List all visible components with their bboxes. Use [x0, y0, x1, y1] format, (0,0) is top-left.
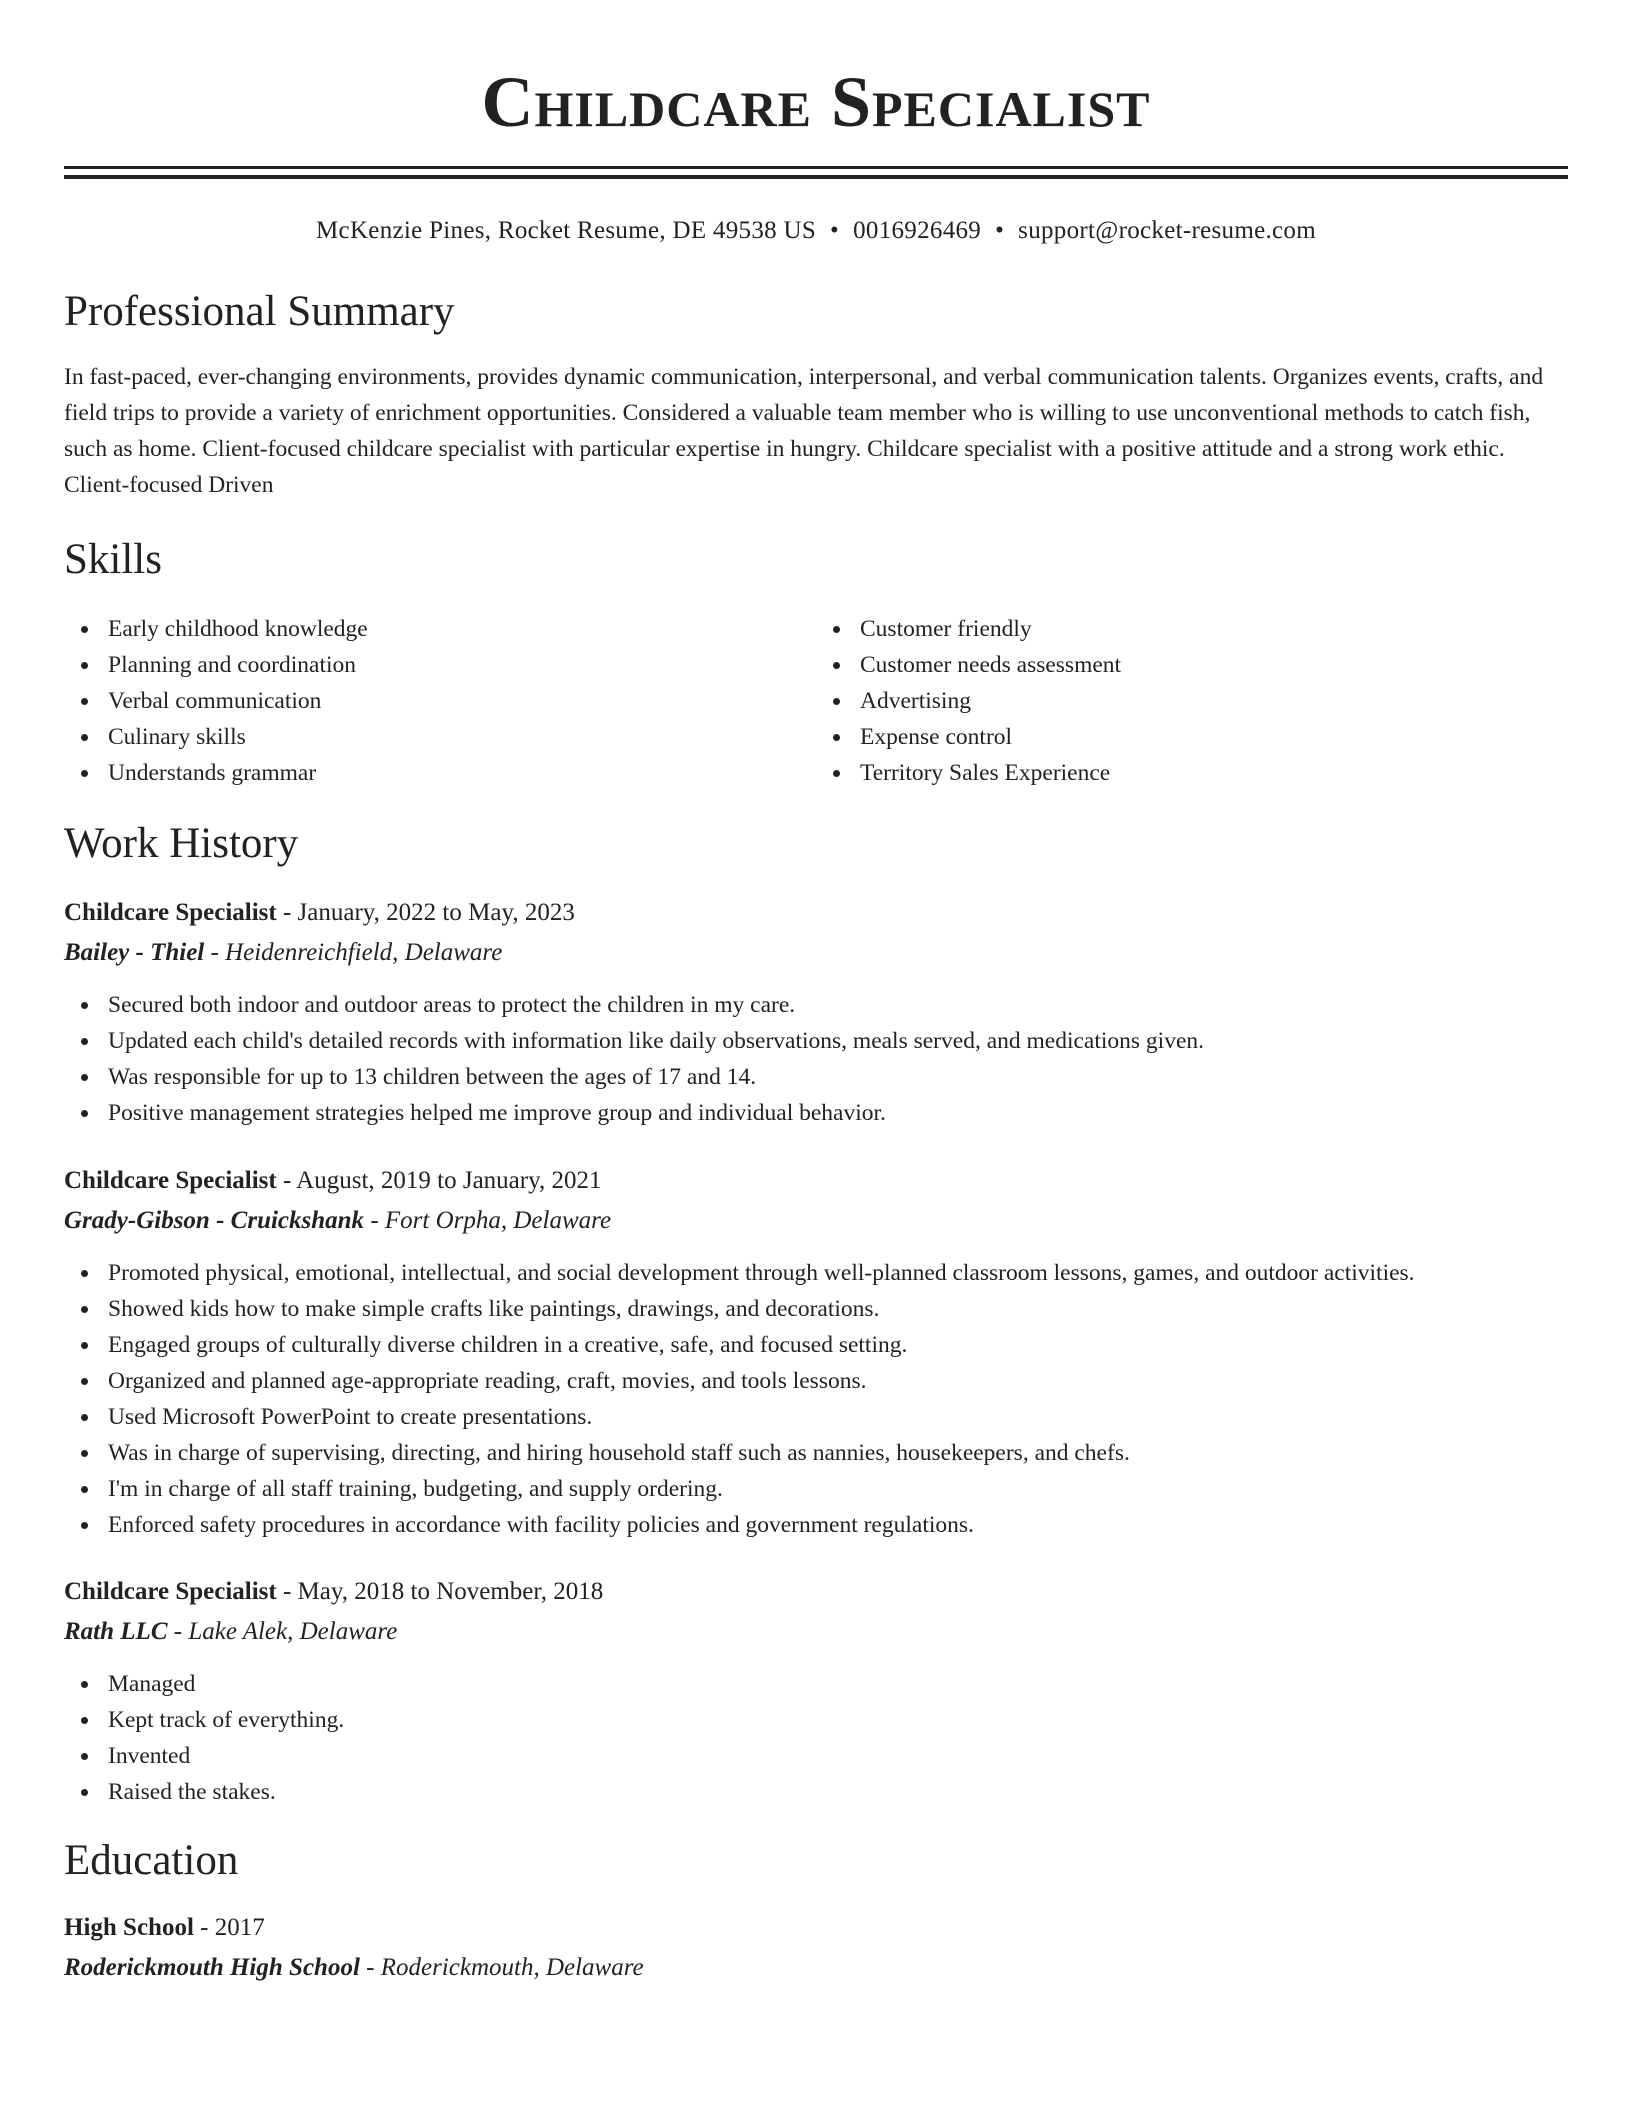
skills-column-right: [816, 611, 1568, 791]
skill-item: Customer friendly: [816, 611, 1568, 647]
job-location: - Fort Orpha, Delaware: [364, 1207, 612, 1234]
education-header: [64, 1908, 1568, 1948]
skill-item: Planning and coordination: [64, 647, 816, 683]
job-employer: [64, 933, 1568, 973]
header-rule-bottom: [64, 175, 1568, 179]
job-duty: Enforced safety procedures in accordance with facility policies and government regulations.: [64, 1507, 1568, 1543]
header-rule-top: [64, 166, 1568, 169]
job-duty: Kept track of everything.: [64, 1702, 1568, 1738]
job-dates: - August, 2019 to January, 2021: [276, 1167, 602, 1194]
job-duty: Used Microsoft PowerPoint to create presentations.: [64, 1399, 1568, 1435]
job-duties: [64, 987, 1568, 1131]
job-duty: Promoted physical, emotional, intellectual, and social development through well-planned classroom lessons, games, and outdoor activities.: [64, 1255, 1568, 1291]
skills-column-left: [64, 611, 816, 791]
job-employer: [64, 1612, 1568, 1652]
job-company: Bailey - Thiel: [64, 939, 205, 966]
job-duty: Was in charge of supervising, directing, and hiring household staff such as nannies, housekeepers, and chefs.: [64, 1435, 1568, 1471]
job-duty: Was responsible for up to 13 children between the ages of 17 and 14.: [64, 1059, 1568, 1095]
job-duty: Invented: [64, 1738, 1568, 1774]
job-duty: I'm in charge of all staff training, budgeting, and supply ordering.: [64, 1471, 1568, 1507]
education-location: - Roderickmouth, Delaware: [359, 1954, 644, 1981]
skill-item: Culinary skills: [64, 719, 816, 755]
skills-list: [64, 611, 1568, 791]
job-header: [64, 1161, 1568, 1201]
education-year: - 2017: [193, 1914, 265, 1941]
job-duties: [64, 1666, 1568, 1810]
job-duty: Managed: [64, 1666, 1568, 1702]
skill-item: Expense control: [816, 719, 1568, 755]
job-location: - Lake Alek, Delaware: [167, 1618, 398, 1645]
education-institution: [64, 1948, 1568, 1988]
header-divider: [64, 166, 1568, 179]
contact-line: [64, 215, 1568, 247]
education-school: Roderickmouth High School: [64, 1954, 360, 1981]
skills-heading: Skills: [64, 536, 162, 583]
job-dates: - May, 2018 to November, 2018: [276, 1578, 604, 1605]
contact-address: McKenzie Pines, Rocket Resume, DE 49538 US: [316, 217, 817, 244]
contact-phone: 0016926469: [853, 217, 982, 244]
job-duty: Positive management strategies helped me improve group and individual behavior.: [64, 1095, 1568, 1131]
skill-item: Understands grammar: [64, 755, 816, 791]
job-employer: [64, 1201, 1568, 1241]
job-role: Childcare Specialist: [64, 1167, 277, 1194]
skill-item: Customer needs assessment: [816, 647, 1568, 683]
job-entry: [64, 893, 1568, 1131]
job-role: Childcare Specialist: [64, 899, 277, 926]
job-duty: Showed kids how to make simple crafts like paintings, drawings, and decorations.: [64, 1291, 1568, 1327]
skill-item: Early childhood knowledge: [64, 611, 816, 647]
education-heading: Education: [64, 1837, 239, 1884]
education-degree: High School: [64, 1914, 194, 1941]
job-entry: [64, 1572, 1568, 1810]
summary-text: In fast-paced, ever-changing environments, provides dynamic communication, interpersonal, and verbal communication talents. Organizes events, crafts, and field trips to provide a variety of enrichment opportunities. Considered a valuable team member who is willing to use unconventional methods to catch fish, such as home. Client-focused childcare specialist with particular expertise in hungry. Childcare specialist with a positive attitude and a strong work ethic. Client-focused Driven: [64, 364, 1544, 498]
resume-name: Childcare Specialist: [481, 62, 1151, 142]
job-dates: - January, 2022 to May, 2023: [276, 899, 575, 926]
job-header: [64, 893, 1568, 933]
job-duty: Organized and planned age-appropriate reading, craft, movies, and tools lessons.: [64, 1363, 1568, 1399]
job-duty: Raised the stakes.: [64, 1774, 1568, 1810]
work-history-heading: Work History: [64, 820, 299, 867]
job-entry: [64, 1161, 1568, 1543]
job-duty: Engaged groups of culturally diverse children in a creative, safe, and focused setting.: [64, 1327, 1568, 1363]
contact-separator: •: [830, 217, 840, 244]
job-duty: Secured both indoor and outdoor areas to protect the children in my care.: [64, 987, 1568, 1023]
skill-item: Territory Sales Experience: [816, 755, 1568, 791]
skill-item: Verbal communication: [64, 683, 816, 719]
skill-item: Advertising: [816, 683, 1568, 719]
contact-separator: •: [995, 217, 1005, 244]
education-entry: [64, 1908, 1568, 1988]
job-location: - Heidenreichfield, Delaware: [204, 939, 503, 966]
summary-heading: Professional Summary: [64, 288, 455, 335]
job-role: Childcare Specialist: [64, 1578, 277, 1605]
job-header: [64, 1572, 1568, 1612]
job-duties: [64, 1255, 1568, 1543]
contact-email: support@rocket-resume.com: [1018, 217, 1316, 244]
job-duty: Updated each child's detailed records with information like daily observations, meals served, and medications given.: [64, 1023, 1568, 1059]
job-company: Rath LLC: [64, 1618, 168, 1645]
job-company: Grady-Gibson - Cruickshank: [64, 1207, 365, 1234]
